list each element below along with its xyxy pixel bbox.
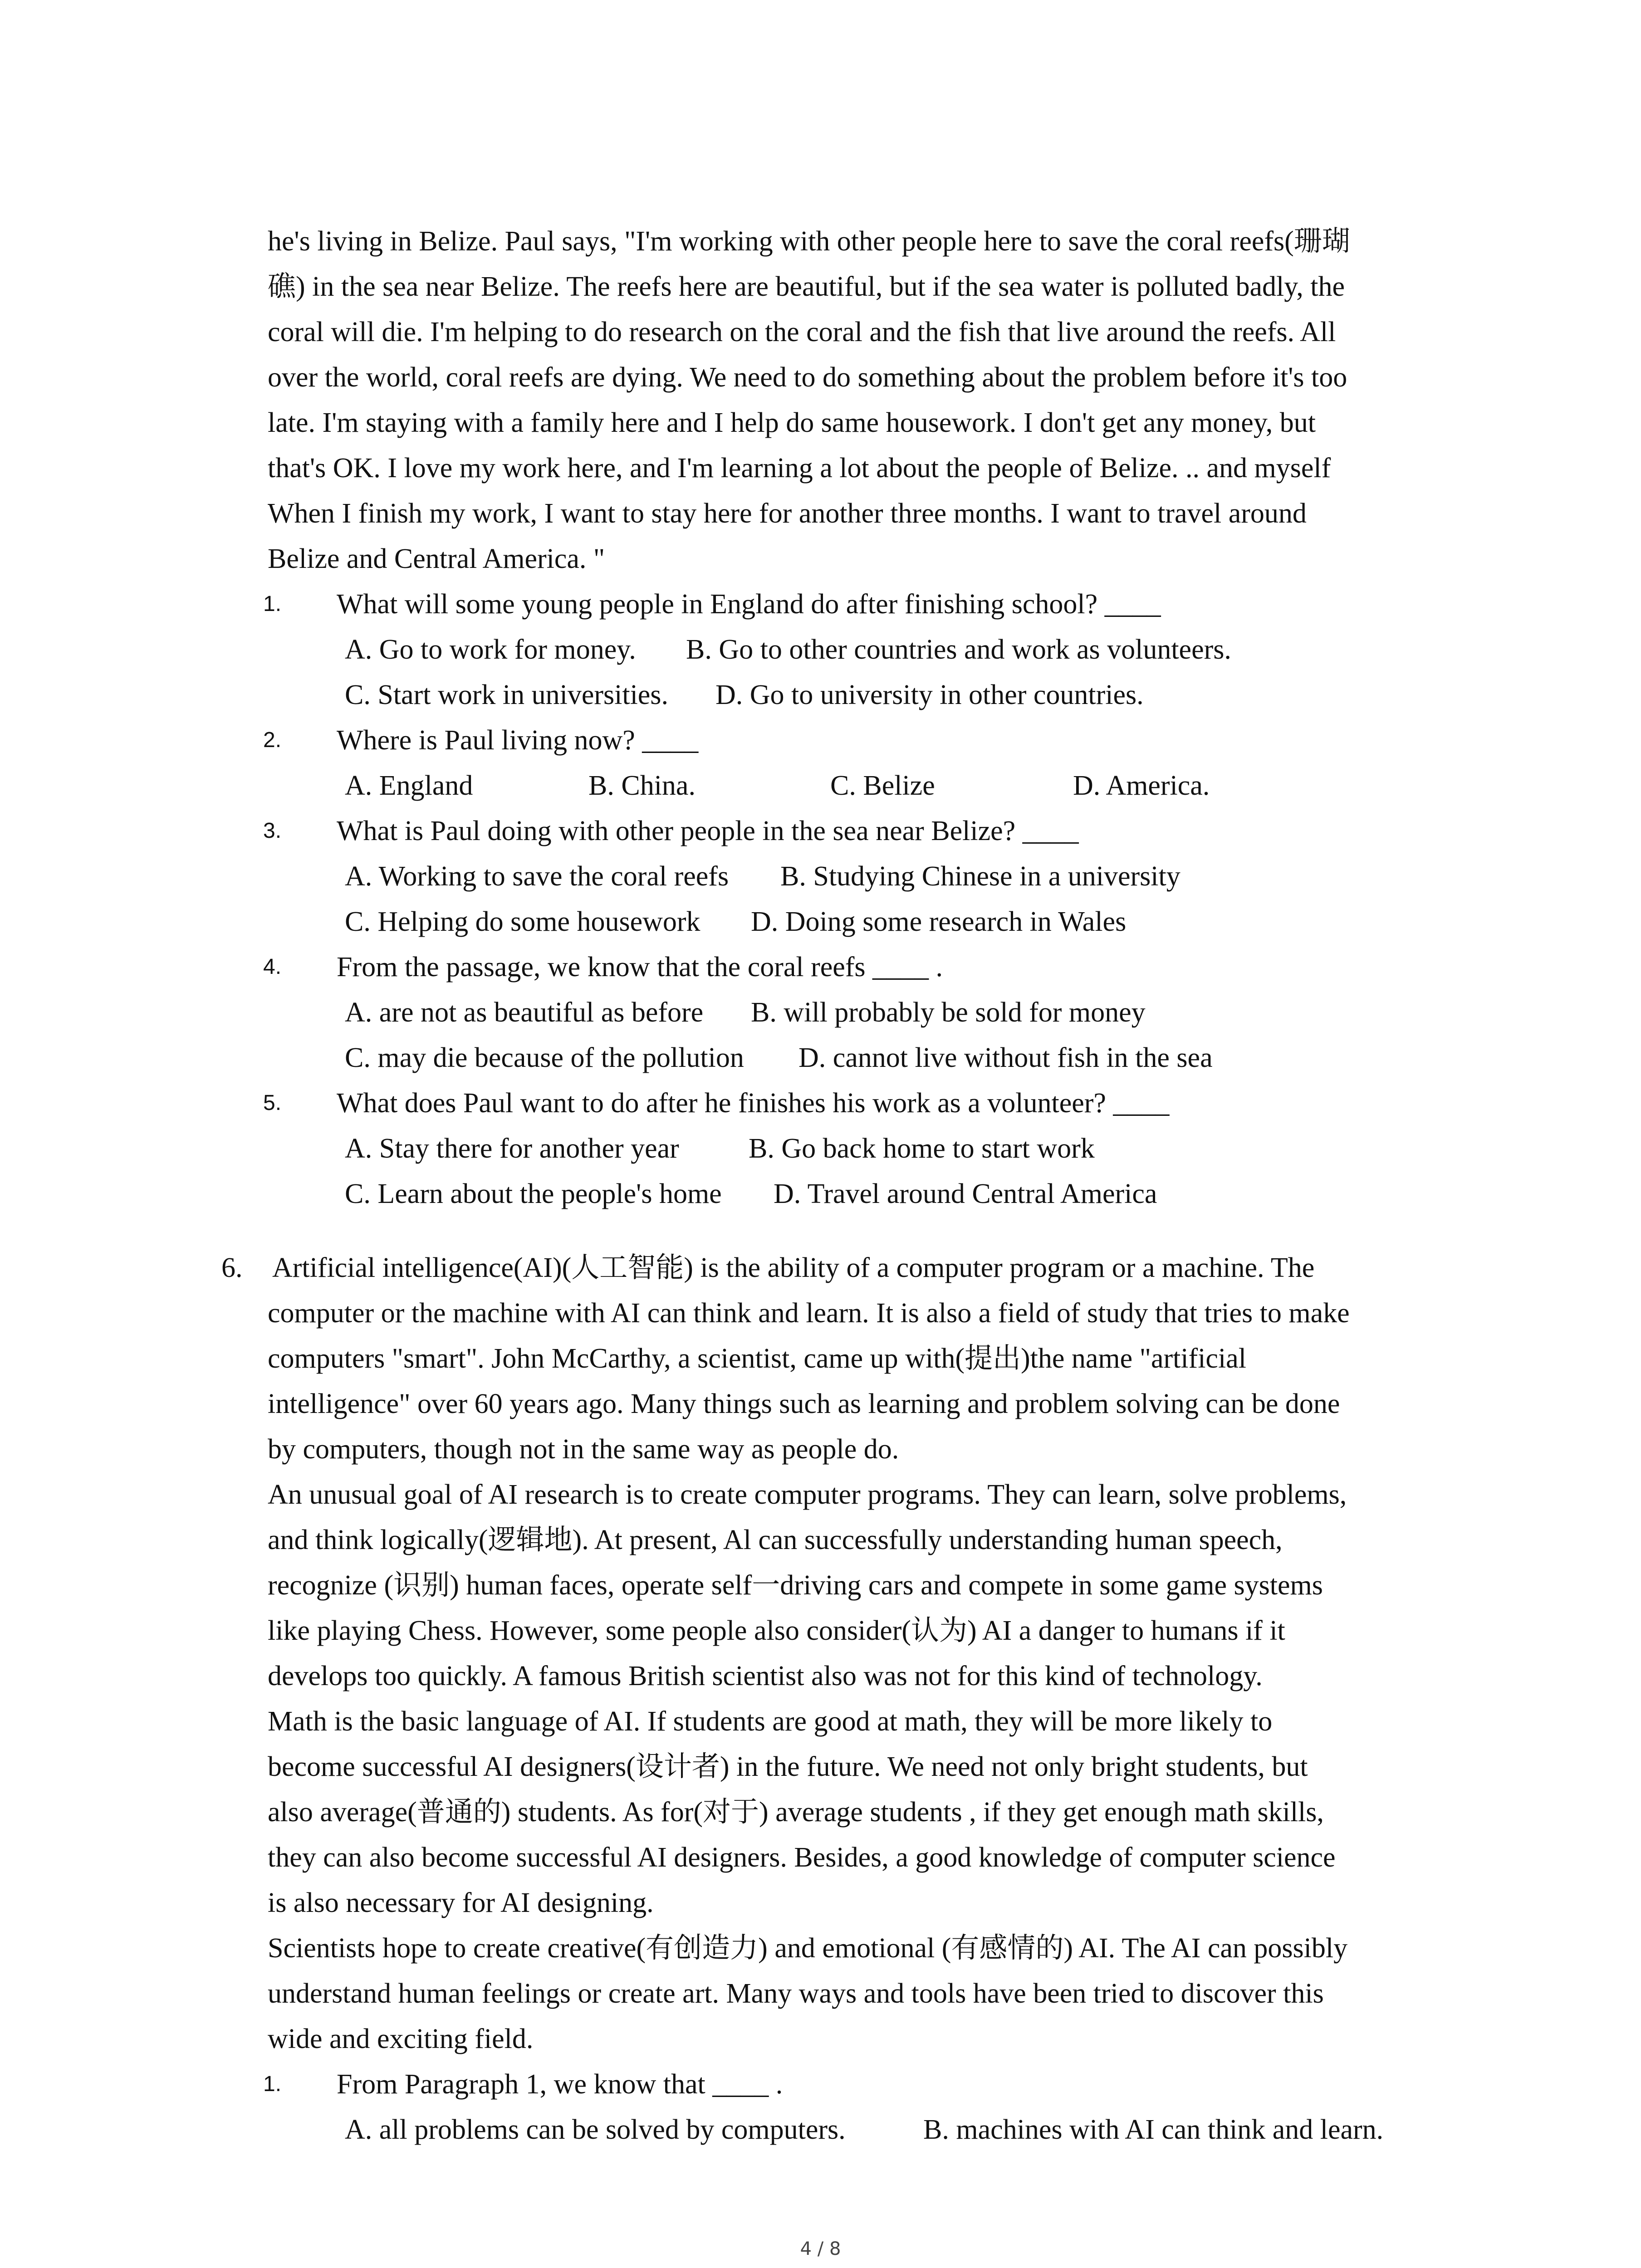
- option-c: C. Learn about the people's home: [345, 1178, 722, 1209]
- passage-line: develops too quickly. A famous British scientist also was not for this kind of technology.: [268, 1661, 1263, 1691]
- option-c: C. Start work in universities.: [345, 679, 668, 710]
- passage-line: and think logically(逻辑地). At present, Al can successfully understanding human speech,: [268, 1525, 1283, 1555]
- passage-line: also average(普通的) students. As for(对于) average students , if they get enough math skills,: [268, 1797, 1324, 1828]
- question-number: 4.: [263, 955, 282, 979]
- passage-line: recognize (识别) human faces, operate self一driving cars and compete in some game systems: [268, 1570, 1323, 1601]
- option-d: D. America.: [1073, 770, 1210, 801]
- question-6-1: [0, 2062, 1641, 2107]
- option-a: A. all problems can be solved by computers.: [345, 2114, 846, 2145]
- question-number: 1.: [263, 2072, 282, 2096]
- option-b: B. Go to other countries and work as volunteers.: [686, 634, 1231, 665]
- passage-line: like playing Chess. However, some people also consider(认为) AI a danger to humans if it: [268, 1615, 1285, 1646]
- question-text: From the passage, we know that the coral reefs ____ .: [337, 952, 943, 982]
- passage-line: late. I'm staying with a family here and I help do same housework. I don't get any money, but: [268, 407, 1316, 438]
- option-a: A. Go to work for money.: [345, 634, 636, 665]
- section-number: 6.: [221, 1252, 243, 1283]
- question-5: [0, 1080, 1641, 1126]
- passage-line: wide and exciting field.: [268, 2024, 534, 2054]
- passage-line: he's living in Belize. Paul says, "I'm working with other people here to save the coral reefs(珊瑚: [268, 226, 1350, 257]
- option-b: B. China.: [588, 770, 696, 801]
- passage-line: computer or the machine with AI can think and learn. It is also a field of study that tries to make: [268, 1298, 1350, 1329]
- question-number: 5.: [263, 1091, 282, 1115]
- option-b: B. Studying Chinese in a university: [780, 861, 1181, 892]
- question-3: [0, 808, 1641, 854]
- passage-line: understand human feelings or create art. Many ways and tools have been tried to discover this: [268, 1978, 1324, 2009]
- passage-line: coral will die. I'm helping to do research on the coral and the fish that live around the reefs. All: [268, 317, 1336, 347]
- option-d: D. Go to university in other countries.: [715, 679, 1144, 710]
- option-c: C. may die because of the pollution: [345, 1042, 744, 1073]
- passage-line: An unusual goal of AI research is to create computer programs. They can learn, solve problems,: [268, 1479, 1347, 1510]
- option-c: C. Helping do some housework: [345, 906, 700, 937]
- question-text: What will some young people in England do after finishing school? ____: [337, 589, 1161, 620]
- passage-line: they can also become successful AI designers. Besides, a good knowledge of computer science: [268, 1842, 1336, 1873]
- question-number: 3.: [263, 819, 282, 843]
- passage-line: Artificial intelligence(AI)(人工智能) is the ability of a computer program or a machine. The: [272, 1252, 1315, 1283]
- option-a: A. England: [345, 770, 473, 801]
- passage-line: by computers, though not in the same way as people do.: [268, 1434, 899, 1465]
- option-c: C. Belize: [830, 770, 935, 801]
- question-text: Where is Paul living now? ____: [337, 725, 699, 756]
- question-4: [0, 944, 1641, 990]
- question-number: 1.: [263, 592, 282, 616]
- passage-line: become successful AI designers(设计者) in the future. We need not only bright students, but: [268, 1751, 1308, 1782]
- question-text: What does Paul want to do after he finishes his work as a volunteer? ____: [337, 1088, 1170, 1119]
- option-d: D. Travel around Central America: [774, 1178, 1157, 1209]
- passage-line: is also necessary for AI designing.: [268, 1887, 654, 1918]
- question-1: [0, 582, 1641, 627]
- option-b: B. Go back home to start work: [749, 1133, 1095, 1164]
- passage-line: When I finish my work, I want to stay here for another three months. I want to travel around: [268, 498, 1307, 529]
- passage-line: intelligence" over 60 years ago. Many things such as learning and problem solving can be done: [268, 1388, 1340, 1419]
- option-a: A. are not as beautiful as before: [345, 997, 704, 1028]
- passage-line: Belize and Central America. ": [268, 543, 605, 574]
- question-2: [0, 718, 1641, 763]
- passage-line: Scientists hope to create creative(有创造力) and emotional (有感情的) AI. The AI can possibly: [268, 1933, 1348, 1964]
- option-d: D. cannot live without fish in the sea: [798, 1042, 1213, 1073]
- passage-line: computers "smart". John McCarthy, a scientist, came up with(提出)the name "artificial: [268, 1343, 1246, 1374]
- question-text: From Paragraph 1, we know that ____ .: [337, 2069, 783, 2100]
- question-text: What is Paul doing with other people in the sea near Belize? ____: [337, 816, 1079, 846]
- page-number: 4 / 8: [800, 2239, 841, 2259]
- option-a: A. Working to save the coral reefs: [345, 861, 729, 892]
- passage-line: that's OK. I love my work here, and I'm learning a lot about the people of Belize. .. and myself: [268, 453, 1331, 484]
- passage-line: over the world, coral reefs are dying. We need to do something about the problem before it's too: [268, 362, 1347, 393]
- option-b: B. will probably be sold for money: [751, 997, 1146, 1028]
- option-a: A. Stay there for another year: [345, 1133, 679, 1164]
- passage-line: 礁) in the sea near Belize. The reefs here are beautiful, but if the sea water is polluted badly, the: [268, 271, 1345, 302]
- option-b: B. machines with AI can think and learn.: [923, 2114, 1384, 2145]
- passage-line: Math is the basic language of AI. If students are good at math, they will be more likely to: [268, 1706, 1273, 1737]
- question-number: 2.: [263, 728, 282, 752]
- option-d: D. Doing some research in Wales: [751, 906, 1127, 937]
